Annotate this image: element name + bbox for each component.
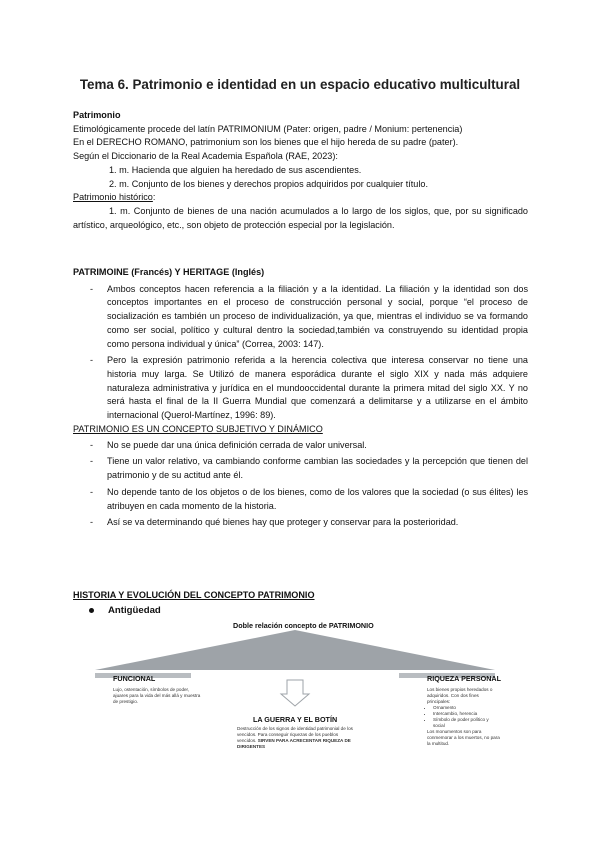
bullet-icon [89,608,94,613]
roof-triangle [95,630,495,670]
list-item: • Ornamento [433,705,501,711]
list-item: - Ambos conceptos hacen referencia a la filiación y a la identidad. La filiación y la identidad son dos conceptos importantes en el proceso de construcción personal y social, porque “el proceso de socialización es también un proceso de individualización, ya que, mientras el individuo se va formando como ser social, político y cultural dentro la sociedad,también va construyendo su identidad propia como persona individual y única” (Correa, 2003: 147). [73,283,528,352]
patrimonio-heading: Patrimonio [73,110,121,120]
historia-heading: HISTORIA Y EVOLUCIÓN DEL CONCEPTO PATRIMONIO [73,590,315,600]
list-item: - Tiene un valor relativo, va cambiando conforme cambian las sociedades y la percepción que tienen del patrimonio y de su actitud ante él. [73,455,528,482]
historico-heading: Patrimonio histórico [73,192,153,203]
riqueza-intro: Los bienes propios heredados o adquiridos. Con dos fines principales: [427,687,493,704]
historico-colon: : [152,192,156,203]
list-item: • Símbolo de poder político y social [433,717,501,729]
riqueza-outro: Los monumentos son para conmemorar a los muertos, no para la multitud. [427,729,500,746]
funcional-label: FUNCIONAL [113,674,156,683]
patrimoine-list [73,283,528,423]
rae-definition-2: 2. m. Conjunto de los bienes y derechos propios adquiridos por cualquier título. [109,178,428,189]
funcional-text: Lujo, ostentación, símbolos de poder, ajuares para la vida del más allá y muestra de prestigio. [113,687,201,704]
patrimonio-section [73,109,528,232]
guerra-text [237,726,357,750]
diagram-title: Doble relación concepto de PATRIMONIO [233,621,374,630]
guerra-emphasis: SIRVEN PARA ACRECENTAR RIQUEZA DE DIRIGENTES [237,738,351,749]
antiguedad-bullet [89,605,161,616]
concepto-section [73,423,528,530]
historico-heading-row [73,191,528,205]
guerra-label: LA GUERRA Y EL BOTÍN [253,715,338,724]
rae-definition-1: 1. m. Hacienda que alguien ha heredado de sus ascendientes. [109,164,362,175]
guerra-description: Destrucción de los signos de identidad patrimonial de los vencidos. Para conseguir riquezas de los pueblos vencidos. [237,726,353,743]
riqueza-list [427,705,501,729]
rae-line: Según el Diccionario de la Real Academia Española (RAE, 2023): [73,151,338,162]
down-arrow-icon [281,680,309,706]
antiguedad-label: Antigüedad [108,605,161,616]
list-item: - Así se va determinando qué bienes hay que proteger y conservar para la posterioridad. [73,516,528,530]
concepto-heading: PATRIMONIO ES UN CONCEPTO SUBJETIVO Y DINÁMICO [73,424,323,434]
historico-definition: 1. m. Conjunto de bienes de una nación acumulados a lo largo de los siglos, que, por su significado artístico, arqueológico, etc., son objeto de protección especial por la legislación. [73,205,528,230]
etymology-line: Etimológicamente procede del latín PATRIMONIUM (Pater: origen, padre / Monium: pertenencia) [73,123,463,134]
list-item: • Intercambio, herencia [433,711,501,717]
historia-section [73,589,528,603]
list-item: - No se puede dar una única definición cerrada de valor universal. [73,439,528,453]
concepto-list [73,439,528,530]
riqueza-text [427,687,501,747]
list-item: - No depende tanto de los objetos o de los bienes, como de los valores que la sociedad (o sus élites) les atribuyen en cada momento de la historia. [73,486,528,513]
roman-law-line: En el DERECHO ROMANO, patrimonium son los bienes que el hijo hereda de su padre (pater). [73,137,459,148]
patrimoine-heading: PATRIMOINE (Francés) Y HERITAGE (Inglés) [73,267,265,277]
patrimoine-section [73,266,528,423]
patrimonio-diagram [95,618,515,768]
riqueza-label: RIQUEZA PERSONAL [427,674,502,683]
page-title: Tema 6. Patrimonio e identidad en un espacio educativo multicultural [79,77,521,92]
list-item: - Pero la expresión patrimonio referida a la herencia colectiva que interesa conservar no tiene una historia muy larga. Se Utilizó de manera esporádica durante el siglo XIX y nada más adquiere naturaleza administrativa y jurídica en el mundooccidental durante la primera mitad del siglo XX. Y no será hasta el final de la II Guerra Mundial que comenzará a delimitarse y a utilizarse en el ámbito internacional (Querol-Martínez, 1996: 89). [73,354,528,423]
